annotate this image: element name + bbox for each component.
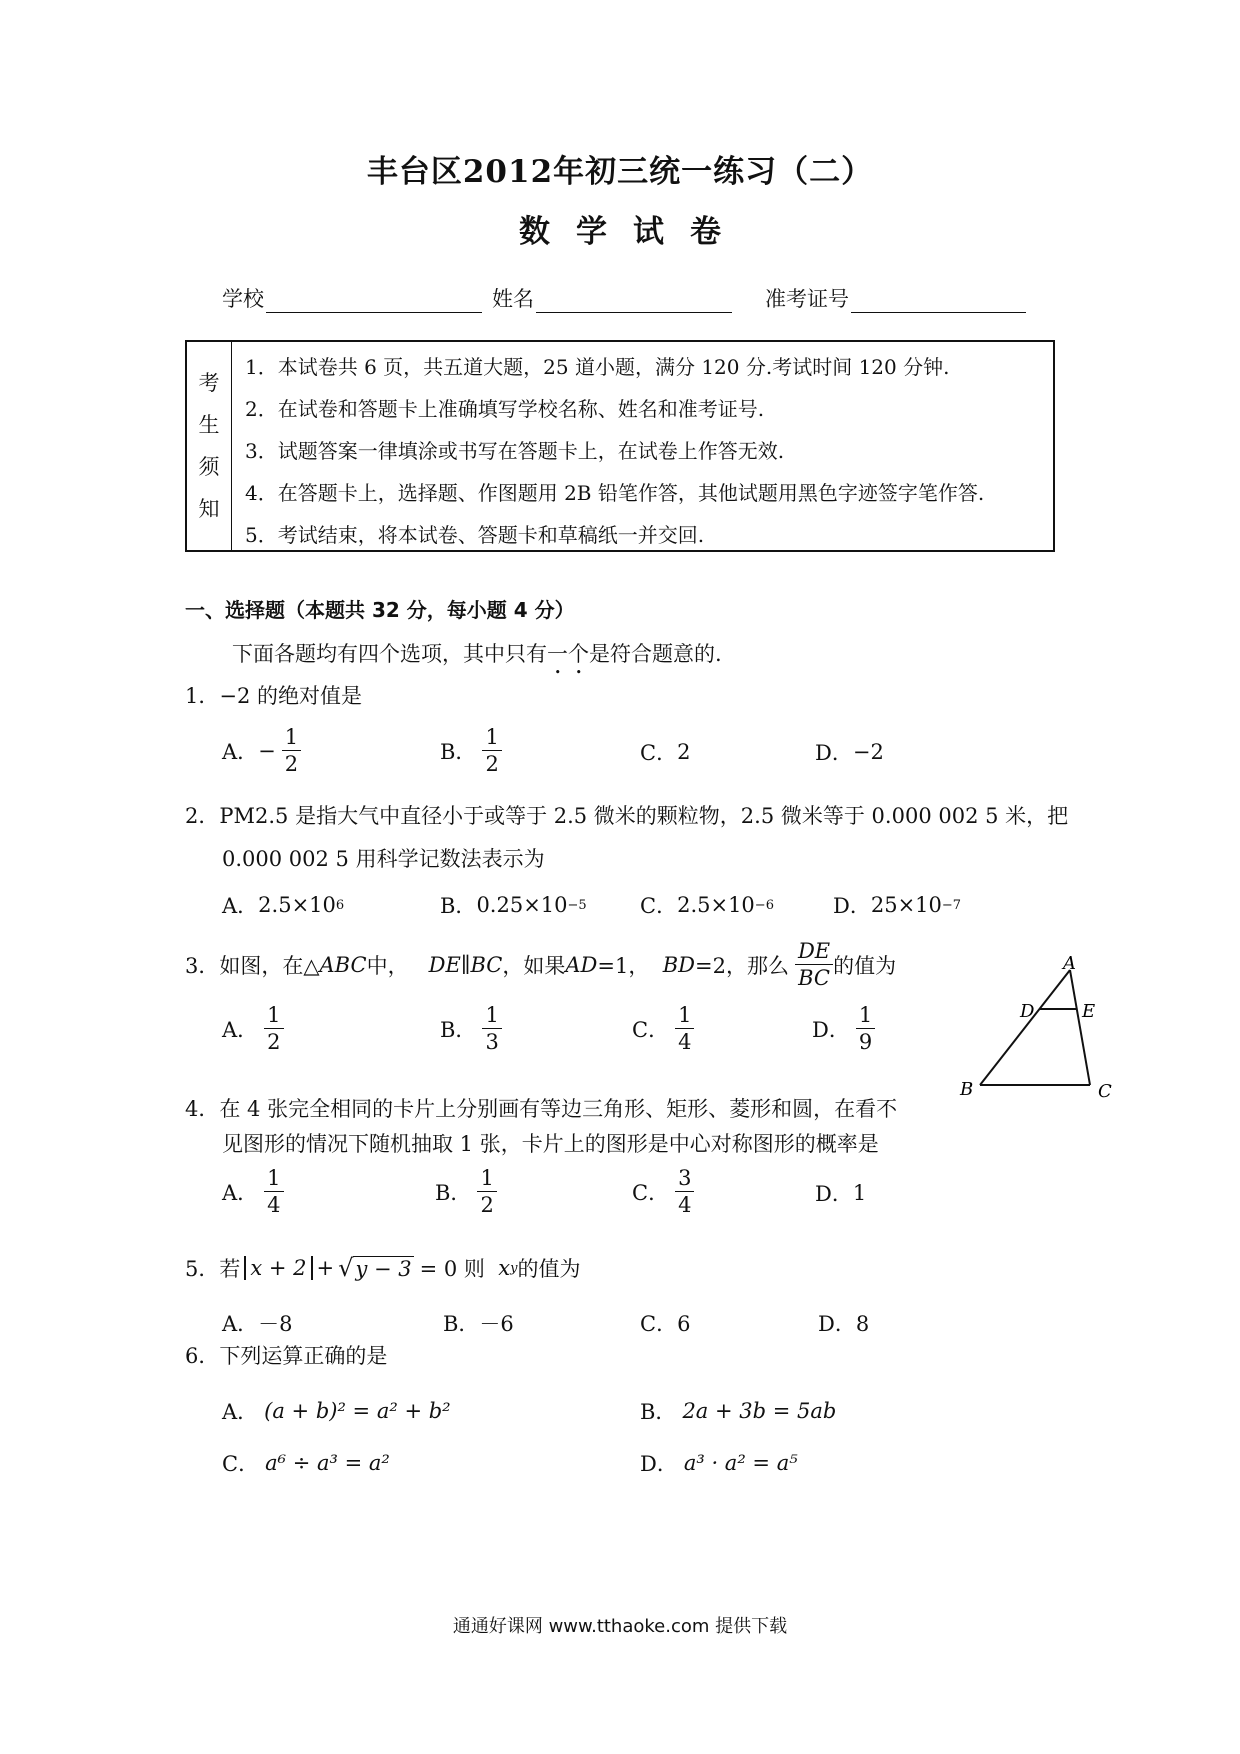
stem-text: 的值为 [833,953,897,978]
notice-list [245,346,984,556]
fraction [264,1002,283,1055]
denominator: 4 [678,1030,692,1054]
school-label: 学校 [222,287,264,311]
option-label: D． [833,894,871,918]
denominator: 2 [284,752,299,776]
option-expression: a³ · a² = a⁵ [683,1451,798,1475]
option-label: A． [222,1017,259,1042]
fraction [482,1002,501,1055]
section-heading: 一、选择题（本题共 32 分，每小题 4 分） [185,598,575,622]
option-label: B． [440,1017,477,1042]
q5-option-a: A．－8 [222,1312,293,1336]
option-expression: (a + b)² = a² + b² [264,1399,451,1423]
segment-ad-value: =1， [597,953,650,978]
q1-stem: 1．−2 的绝对值是 [185,684,362,708]
option-label: A． [222,1400,259,1424]
segment-bd-value: =2，那么 [695,953,789,978]
denominator: BC [798,966,830,990]
point-label-d: D [1020,1001,1035,1022]
numerator: 1 [482,1002,501,1029]
option-base: 2.5×10 [258,893,336,917]
option-label: D． [640,1452,678,1476]
absolute-value-expr: x + 2 [244,1256,312,1280]
exam-id-line [851,290,1026,313]
q3-option-b [440,1002,502,1055]
q4-option-d [815,1178,866,1208]
stem-text: ，如果 [502,953,566,978]
option-label: D． [815,741,853,765]
notice-heading-char: 须 [198,455,220,479]
option-label: A． [222,739,259,764]
side-ab [980,970,1070,1085]
denominator: 2 [485,752,499,776]
fraction [264,1165,283,1218]
intro-emphasis: 一个 [547,642,589,666]
triangle-name: ABC [319,952,367,977]
option-label: A． [222,1180,259,1205]
q4-option-b [435,1165,497,1218]
fraction [795,938,833,991]
numerator: 1 [477,1165,496,1192]
segment-ad: AD [565,952,598,977]
page-title: 丰台区2012年初三统一练习（二） [366,154,874,190]
numerator: 3 [675,1165,694,1192]
fraction [477,1165,496,1218]
name-field [492,283,732,313]
option-exponent: −5 [567,897,587,913]
vertex-label-c: C [1098,1081,1112,1102]
exam-id-field [765,283,1026,313]
q4-stem-line1: 4．在 4 张完全相同的卡片上分别画有等边三角形、矩形、菱形和圆，在看不 [185,1097,898,1121]
option-label: D． [815,1182,853,1206]
option-label: C． [222,1452,260,1476]
option-value: 1 [852,1181,867,1205]
numerator: 1 [264,1002,283,1029]
q2-option-b [440,890,587,920]
intro-text: 下面各题均有四个选项，其中只有 [232,642,547,666]
sqrt-icon: √ [338,1254,354,1282]
q5-stem [185,1253,580,1283]
option-label: C． [632,1180,670,1205]
stem-text: 的值为 [517,1257,581,1281]
option-label: B． [640,1400,677,1424]
q6-option-b [640,1396,836,1426]
q2-option-a [222,890,344,920]
equation-rhs: = 0 则 [419,1257,485,1281]
q2-option-d [833,890,961,920]
numerator: 1 [675,1002,694,1029]
name-label: 姓名 [492,287,534,311]
segment-bd: BD [662,952,695,977]
q2-stem-line2: 0.000 002 5 用科学记数法表示为 [222,847,545,871]
numerator: 1 [856,1002,875,1029]
side-ac [1070,970,1090,1085]
q3-option-c [632,1002,694,1055]
option-exponent: −6 [754,897,774,913]
stem-text: 3．如图，在△ [185,953,320,978]
option-label: C． [632,1017,670,1042]
fraction [482,724,501,777]
notice-heading [187,342,232,550]
option-label: B． [440,739,477,764]
q5-option-b: B．－6 [443,1312,514,1336]
notice-item: 1．本试卷共 6 页，共五道大题，25 道小题，满分 120 分.考试时间 120 分钟. [245,355,950,379]
option-label: C． [640,894,678,918]
page-footer: 通通好课网 www.tthaoke.com 提供下载 [452,1616,788,1637]
triangle-figure [950,955,1130,1105]
option-value: −2 [852,740,884,764]
name-line [536,290,732,313]
q1-option-a [222,724,301,777]
option-base: 25×10 [870,893,942,917]
q2-stem-line1: 2．PM2.5 是指大气中直径小于或等于 2.5 微米的颗粒物，2.5 微米等于 0.000 002 5 米，把 [185,804,1069,828]
stem-text: 中， [366,953,409,978]
minus-sign: − [258,738,276,763]
stem-text: 5．若 [185,1257,241,1281]
page-subtitle: 数学试卷 [519,214,747,250]
exam-id-label: 准考证号 [765,287,849,311]
denominator: 4 [678,1193,692,1217]
fraction [675,1002,694,1055]
numerator: 1 [482,724,501,751]
sqrt-radicand: y − 3 [355,1256,412,1281]
notice-heading-char: 生 [198,413,220,437]
notice-item: 4．在答题卡上，选择题、作图题用 2B 铅笔作答，其他试题用黑色字迹签字笔作答. [245,481,985,505]
school-line [266,290,482,313]
q5-option-d: D．8 [818,1312,870,1336]
section-intro [232,638,722,679]
notice-box [185,340,1055,552]
plus-sign: + [316,1256,335,1280]
denominator: 2 [267,1030,281,1054]
q3-option-d [812,1002,875,1055]
fraction [282,724,301,777]
option-expression: a⁶ ÷ a³ = a² [265,1451,390,1475]
option-label: A． [222,894,259,918]
fraction [856,1002,875,1055]
power-exponent: y [510,1260,518,1276]
numerator: 1 [264,1165,283,1192]
notice-item: 2．在试卷和答题卡上准确填写学校名称、姓名和准考证号. [245,397,765,421]
q6-option-a [222,1396,451,1426]
q4-option-a [222,1165,284,1218]
notice-heading-char: 考 [198,371,220,395]
denominator: 4 [267,1193,281,1217]
q6-option-c [222,1448,390,1478]
option-base: 2.5×10 [677,893,755,917]
option-exponent: 6 [335,897,345,913]
q4-option-c [632,1165,694,1218]
q2-option-c [640,890,774,920]
denominator: 3 [485,1030,499,1054]
school-field [222,283,482,313]
q4-stem-line2: 见图形的情况下随机抽取 1 张，卡片上的图形是中心对称图形的概率是 [222,1132,879,1156]
intro-text-end: 是符合题意的. [589,642,722,666]
option-expression: 2a + 3b = 5ab [682,1399,837,1423]
q1-option-d [815,737,884,767]
denominator: 2 [480,1193,494,1217]
option-label: D． [812,1017,850,1042]
power-base: x [498,1256,511,1280]
q3-stem [185,938,896,991]
q3-option-a [222,1002,284,1055]
notice-item: 3．试题答案一律填涂或书写在答题卡上，在试卷上作答无效. [245,439,785,463]
point-label-e: E [1082,1001,1096,1022]
notice-item: 5．考试结束，将本试卷、答题卡和草稿纸一并交回. [245,523,705,547]
option-value: 2 [677,740,691,764]
option-exponent: −7 [941,897,962,913]
option-base: 0.25×10 [476,893,568,917]
notice-heading-char: 知 [198,497,220,521]
q6-stem: 6．下列运算正确的是 [185,1344,388,1368]
numerator: DE [795,938,833,965]
q6-option-d [640,1448,798,1478]
option-label: B． [435,1180,472,1205]
option-label: C． [640,741,678,765]
numerator: 1 [282,724,301,751]
q5-option-c: C．6 [640,1312,691,1336]
vertex-label-b: B [960,1079,974,1100]
q1-option-c [640,737,690,767]
vertex-label-a: A [1063,955,1076,974]
denominator: 9 [858,1030,873,1054]
q1-option-b [440,724,502,777]
option-label: B． [440,894,477,918]
fraction [675,1165,694,1218]
parallel-condition: DE∥BC [428,952,503,977]
